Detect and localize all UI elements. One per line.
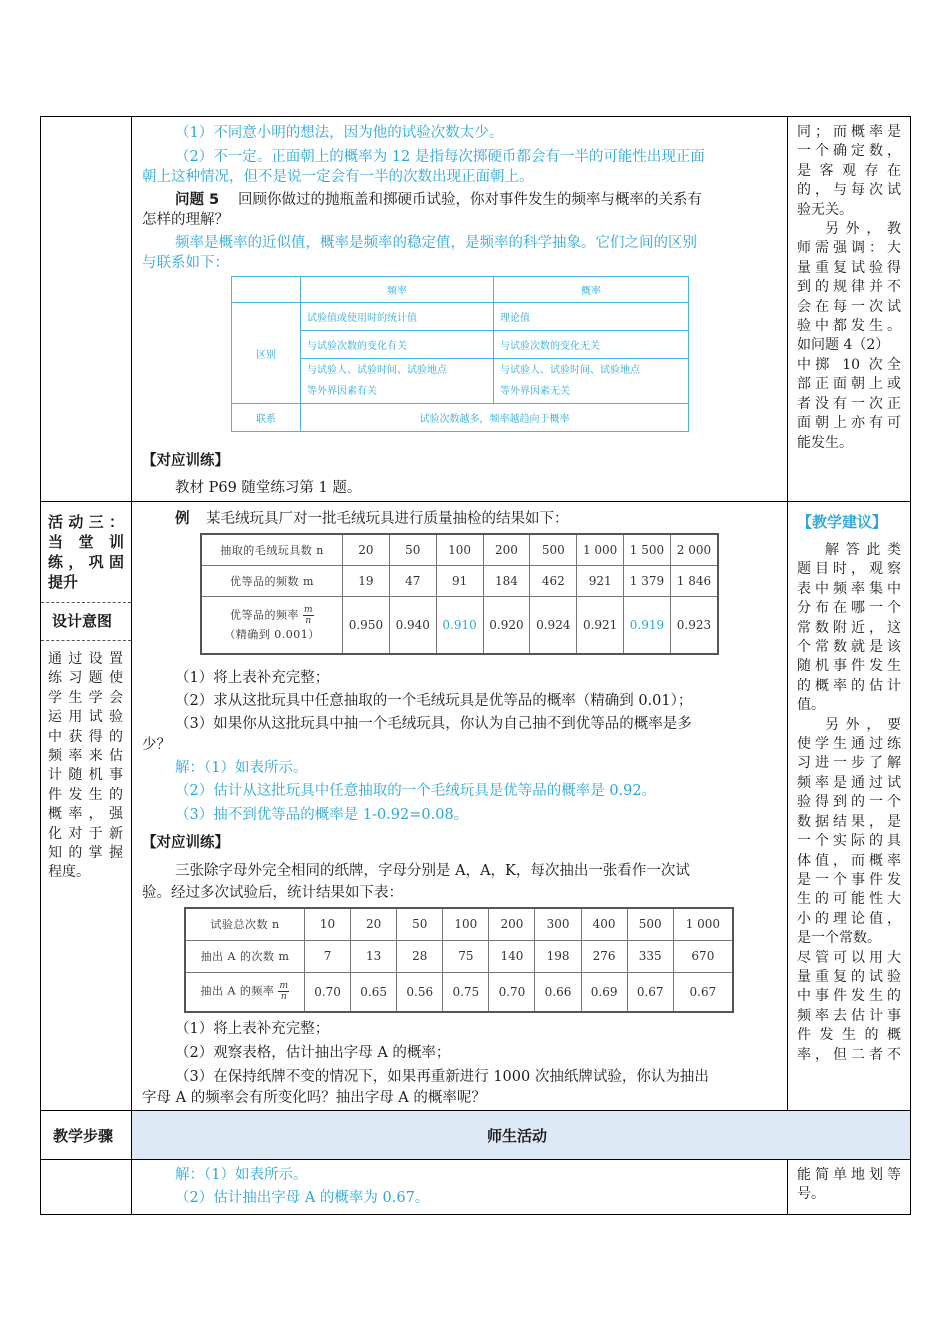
t1-m-1: 19 — [343, 565, 390, 596]
t1-m-2: 47 — [389, 565, 436, 596]
answer-2-line-1: （2）不一定。正面朝上的概率为 12 是指每次掷硬币都会有一半的可能性出现正面 — [175, 149, 705, 165]
t2-n-3: 50 — [397, 908, 443, 940]
training-text-1: 教材 P69 随堂练习第 1 题。 — [175, 480, 362, 496]
t1-n-8: 2 000 — [670, 534, 718, 565]
t1-row1-label: 抽取的毛绒玩具数 n — [201, 534, 343, 565]
header-teacher-student-activity: 师生活动 — [487, 1127, 548, 1145]
design-intent-title: 设计意图 — [52, 612, 113, 630]
example-q2: （2）求从这批玩具中任意抽取的一个毛绒玩具是优等品的概率（精确到 0.01）； — [175, 693, 693, 709]
t2-m-2: 13 — [351, 940, 397, 972]
training-p1: （1）将上表补充完整； — [175, 1021, 330, 1037]
training-solution-1: 解：（1）如表所示。 — [175, 1167, 308, 1183]
fraction-m-over-n-2: $\frac{m}{n}$ — [279, 981, 289, 1003]
t1-row2-label: 优等品的频数 m — [201, 565, 343, 596]
example-q1: （1）将上表补充完整； — [175, 670, 330, 686]
t2-row2-label: 抽出 A 的次数 m — [185, 940, 305, 972]
t1-f-4: 0.920 — [483, 596, 530, 654]
card-draw-table — [184, 907, 734, 1013]
row-divider-3 — [40, 1159, 911, 1160]
t2-n-9: 1 000 — [673, 908, 733, 940]
training-title-1: 【对应训练】 — [142, 453, 229, 469]
t2-f-1: 0.70 — [305, 972, 351, 1012]
t2-f-3: 0.56 — [397, 972, 443, 1012]
t1-m-5: 462 — [530, 565, 577, 596]
t2-f-4: 0.75 — [443, 972, 489, 1012]
design-intent-text: 通过设置 练习题使 学生学会 运用试验 中获得的 频率来估 计随机事 件发生的 概率，强 化对于新 知的掌握 程度。 — [48, 651, 123, 881]
t2-f-6: 0.66 — [535, 972, 581, 1012]
t1-f-5: 0.924 — [530, 596, 577, 654]
t2-n-2: 20 — [351, 908, 397, 940]
training-title-2: 【对应训练】 — [142, 835, 229, 851]
question-5-line-2: 怎样的理解？ — [142, 212, 229, 228]
header-probability: 概率 — [494, 277, 689, 303]
answer-2-line-2: 朝上这种情况，但不是说一定会有一半的次数出现正面朝上。 — [142, 169, 534, 185]
link-text: 试验次数越多，频率越趋向于概率 — [301, 404, 689, 432]
training-p3-line-1: （3）在保持纸牌不变的情况下，如果再重新进行 1000 次抽纸牌试验，你认为抽出 — [175, 1069, 709, 1085]
t1-m-8: 1 846 — [670, 565, 718, 596]
col-left-divider — [131, 116, 132, 1215]
training-solution-2: （2）估计抽出字母 A 的概率为 0.67。 — [175, 1190, 430, 1206]
link-label: 联系 — [232, 404, 301, 432]
t2-f-9: 0.67 — [673, 972, 733, 1012]
training-p3-line-2: 字母 A 的频率会有所变化吗？抽出字母 A 的概率呢？ — [142, 1090, 486, 1106]
training-p2: （2）观察表格，估计抽出字母 A 的概率； — [175, 1045, 451, 1061]
t2-f-8: 0.67 — [627, 972, 673, 1012]
t1-row3-label: 优等品的频率 $\frac{m}{n}$ （精确到 0.001） — [201, 596, 343, 654]
diff-prob-1: 理论值 — [494, 303, 689, 331]
t2-f-5: 0.70 — [489, 972, 535, 1012]
difference-label: 区别 — [232, 303, 301, 404]
training-text-line-1: 三张除字母外完全相同的纸牌，字母分别是 A，A，K，每次抽出一张看作一次试 — [175, 863, 690, 879]
question-5-label: 问题 5 — [175, 192, 220, 208]
frame-bottom — [40, 1214, 911, 1215]
t2-row3-label: 抽出 A 的频率 $\frac{m}{n}$ — [185, 972, 305, 1012]
side-note-3: 能简单地划等 号。 — [797, 1167, 901, 1203]
design-divider-top — [41, 602, 131, 603]
solution-1: 解：（1）如表所示。 — [175, 760, 308, 776]
t1-f-6: 0.921 — [577, 596, 624, 654]
t1-f-7: 0.919 — [624, 596, 671, 654]
t1-m-6: 921 — [577, 565, 624, 596]
t1-n-3: 100 — [436, 534, 483, 565]
frequency-probability-table — [231, 276, 689, 432]
example-q3-line-2: 少？ — [142, 737, 171, 753]
t2-m-8: 335 — [627, 940, 673, 972]
t1-n-5: 500 — [530, 534, 577, 565]
frame-left — [40, 116, 41, 1215]
answer-5-line-2: 与联系如下： — [142, 255, 229, 271]
design-divider-bottom — [41, 640, 131, 641]
frame-top — [40, 116, 911, 117]
solution-2: （2）估计从这批玩具中任意抽取的一个毛绒玩具是优等品的概率是 0.92。 — [175, 783, 657, 799]
frame-right — [910, 116, 911, 1215]
side-note-1: 同；而概率是 一个确定数， 是客观存在 的，与每次试 验无关。 另外，教 师需强调：大 量重复试验得 到的规律并不 会在每一次试 验中都发生。 如问题 4（2） 中掷 10 次全 部正面朝上或 者没有一次正 面朝上亦有可 能发生。 — [797, 124, 901, 451]
teaching-suggestion-title: 【教学建议】 — [797, 513, 888, 531]
t2-n-5: 200 — [489, 908, 535, 940]
t2-n-4: 100 — [443, 908, 489, 940]
diff-freq-2: 与试验次数的变化有关 — [301, 331, 494, 359]
answer-1: （1）不同意小明的想法，因为他的试验次数太少。 — [175, 125, 504, 141]
answer-5-line-1: 频率是概率的近似值，概率是频率的稳定值，是频率的科学抽象。它们之间的区别 — [175, 235, 697, 251]
t2-m-9: 670 — [673, 940, 733, 972]
t1-m-3: 91 — [436, 565, 483, 596]
example-q3-line-1: （3）如果你从这批玩具中抽一个毛绒玩具，你认为自己抽不到优等品的概率是多 — [175, 716, 692, 732]
example-text: 某毛绒玩具厂对一批毛绒玩具进行质量抽检的结果如下： — [206, 511, 569, 527]
header-teaching-steps: 教学步骤 — [53, 1127, 114, 1145]
teaching-suggestion-text: 解答此类 题目时，观察 表中频率集中 分布在哪一个 常数附近，这 个常数就是该 随机事件发生 的概率的估计 值。 另外，要 使学生通过练 习进一步了解 频率是通过试 验得到的一个 数据结果，是 一个实际的具 体值，而概率 是一个事件发 生的可能性大 小的理论值， 是一个常数。 尽管可以用大 量重复的试验 中事件发生的 频率去估计事 件发生的概 率，但二者不 — [797, 542, 901, 1063]
t1-n-4: 200 — [483, 534, 530, 565]
t1-f-8: 0.923 — [670, 596, 718, 654]
question-5-line-1: 回顾你做过的抛瓶盖和掷硬币试验，你对事件发生的频率与概率的关系有 — [238, 192, 702, 208]
header-frequency: 频率 — [301, 277, 494, 303]
col-right-divider — [787, 116, 788, 1110]
example-label: 例 — [175, 511, 190, 527]
t2-f-2: 0.65 — [351, 972, 397, 1012]
t2-m-3: 28 — [397, 940, 443, 972]
t2-f-7: 0.69 — [581, 972, 627, 1012]
t2-row1-label: 试验总次数 n — [185, 908, 305, 940]
t1-m-4: 184 — [483, 565, 530, 596]
col-right-divider-bottom — [787, 1159, 788, 1215]
t2-m-4: 75 — [443, 940, 489, 972]
t2-m-5: 140 — [489, 940, 535, 972]
t1-f-3: 0.910 — [436, 596, 483, 654]
t2-n-8: 500 — [627, 908, 673, 940]
activity-title: 活动三： 当堂训 练，巩固 提升 — [48, 513, 124, 591]
t2-m-7: 276 — [581, 940, 627, 972]
t1-m-7: 1 379 — [624, 565, 671, 596]
training-text-line-2: 验。经过多次试验后，统计结果如下表： — [142, 885, 403, 901]
t2-n-1: 10 — [305, 908, 351, 940]
t1-n-1: 20 — [343, 534, 390, 565]
solution-3: （3）抽不到优等品的概率是 1-0.92=0.08。 — [175, 807, 469, 823]
t2-n-7: 400 — [581, 908, 627, 940]
diff-freq-1: 试验值或使用时的统计值 — [301, 303, 494, 331]
plush-toy-table — [200, 533, 719, 655]
fraction-m-over-n: $\frac{m}{n}$ — [303, 605, 314, 627]
t1-f-1: 0.950 — [343, 596, 390, 654]
t1-f-2: 0.940 — [389, 596, 436, 654]
t1-n-2: 50 — [389, 534, 436, 565]
row-divider-1 — [40, 501, 911, 502]
diff-freq-3: 与试验人、试验时间、试验地点 等外界因素有关 — [301, 359, 494, 404]
t2-n-6: 300 — [535, 908, 581, 940]
t2-m-1: 7 — [305, 940, 351, 972]
t1-n-6: 1 000 — [577, 534, 624, 565]
diff-prob-3: 与试验人、试验时间、试验地点 等外界因素无关 — [494, 359, 689, 404]
t1-n-7: 1 500 — [624, 534, 671, 565]
diff-prob-2: 与试验次数的变化无关 — [494, 331, 689, 359]
t2-m-6: 198 — [535, 940, 581, 972]
